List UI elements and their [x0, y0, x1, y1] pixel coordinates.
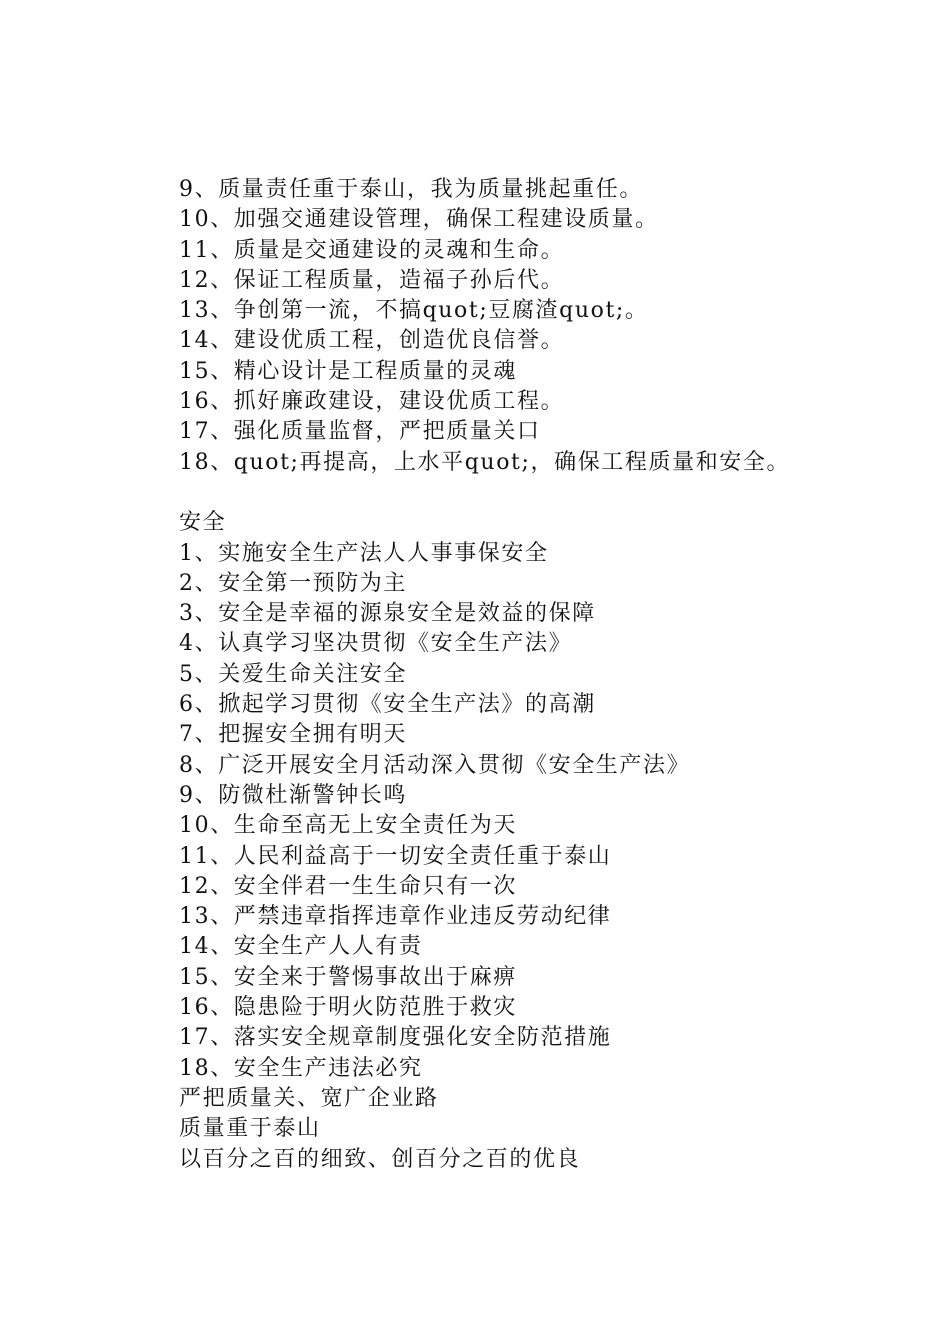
safety-item: 13、严禁违章指挥违章作业违反劳动纪律 — [179, 904, 612, 930]
blank-line — [179, 478, 939, 508]
quality-item: 18、quot;再提高，上水平quot;，确保工程质量和安全。 — [179, 449, 791, 475]
quality-item: 15、精心设计是工程质量的灵魂 — [179, 358, 517, 384]
closing-line: 质量重于泰山 — [179, 1116, 321, 1142]
safety-item: 2、安全第一预防为主 — [179, 570, 407, 596]
safety-item: 10、生命至高无上安全责任为天 — [179, 813, 517, 839]
safety-item: 4、认真学习坚决贯彻《安全生产法》 — [179, 631, 573, 657]
safety-item: 1、实施安全生产法人人事事保安全 — [179, 540, 549, 566]
document-body — [179, 175, 939, 1175]
safety-item: 15、安全来于警惕事故出于麻痹 — [179, 964, 517, 990]
safety-item: 11、人民利益高于一切安全责任重于泰山 — [179, 843, 612, 869]
safety-item: 12、安全伴君一生生命只有一次 — [179, 873, 517, 899]
safety-item: 18、安全生产违法必究 — [179, 1055, 423, 1081]
closing-line: 以百分之百的细致、创百分之百的优良 — [179, 1146, 581, 1172]
quality-item: 17、强化质量监督，严把质量关口 — [179, 419, 541, 445]
safety-item: 3、安全是幸福的源泉安全是效益的保障 — [179, 601, 596, 627]
quality-item: 9、质量责任重于泰山，我为质量挑起重任。 — [179, 177, 643, 202]
safety-item: 16、隐患险于明火防范胜于救灾 — [179, 995, 517, 1021]
quality-item: 14、建设优质工程，创造优良信誉。 — [179, 328, 565, 354]
safety-item: 14、安全生产人人有责 — [179, 934, 423, 960]
quality-item: 12、保证工程质量，造福子孙后代。 — [179, 267, 565, 293]
quality-item: 11、质量是交通建设的灵魂和生命。 — [179, 237, 565, 263]
safety-item: 6、掀起学习贯彻《安全生产法》的高潮 — [179, 692, 596, 718]
quality-item: 13、争创第一流，不搞quot;豆腐渣quot;。 — [179, 298, 649, 324]
safety-item: 8、广泛开展安全月活动深入贯彻《安全生产法》 — [179, 752, 691, 778]
closing-line: 严把质量关、宽广企业路 — [179, 1085, 439, 1111]
quality-item: 10、加强交通建设管理，确保工程建设质量。 — [179, 207, 659, 233]
section-heading-safety: 安全 — [179, 510, 227, 536]
safety-item: 7、把握安全拥有明天 — [179, 722, 407, 748]
safety-item: 17、落实安全规章制度强化安全防范措施 — [179, 1025, 612, 1051]
quality-item: 16、抓好廉政建设，建设优质工程。 — [179, 389, 565, 415]
safety-item: 9、防微杜渐警钟长鸣 — [179, 782, 407, 808]
safety-item: 5、关爱生命关注安全 — [179, 661, 407, 687]
